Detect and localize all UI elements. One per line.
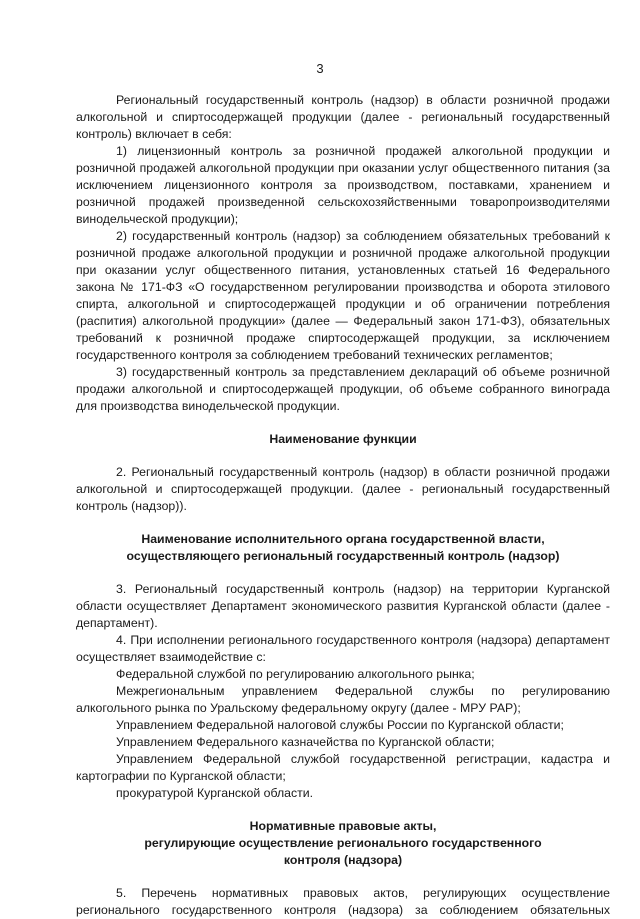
legal-acts-heading-line-2: регулирующие осуществление регионального государственного <box>144 836 542 850</box>
interaction-list-item: Федеральной службой по регулированию алкогольного рынка; <box>116 667 475 681</box>
intro-paragraph: Региональный государственный контроль (надзор) в области розничной продажи алкогольной и спиртосодержащей продукции (далее - региональный государственный контроль) включает в себя: <box>76 93 610 141</box>
paragraph-2: 2. Региональный государственный контроль (надзор) в области розничной продажи алкогольной и спиртосодержащей продукции. (далее - региональный государственный контроль (надзор)). <box>76 465 610 513</box>
interaction-list-item: прокуратурой Курганской области. <box>116 786 314 800</box>
paragraph-5-line-2: регионального государственного контроля (надзора) за соблюдением обязательных <box>76 903 610 917</box>
interaction-list-item: Управлением Федерального казначейства по Курганской области; <box>116 735 495 749</box>
interaction-list-item: Межрегиональным управлением Федеральной службы по регулированию алкогольного рынка по Уральскому федеральному округу (далее - МРУ РАР); <box>76 684 610 715</box>
page-number: 3 <box>316 61 324 76</box>
paragraph-4: 4. При исполнении регионального государственного контроля (надзора) департамент осуществляет взаимодействие с: <box>76 633 610 664</box>
item-3-paragraph: 3) государственный контроль за представлением деклараций об объеме розничной продажи алкогольной и спиртосодержащей продукции, об объеме собранного винограда для производства винодельческой продукции. <box>76 365 610 413</box>
interaction-list-item: Управлением Федеральной налоговой службы России по Курганской области; <box>116 718 564 732</box>
item-2-paragraph: 2) государственный контроль (надзор) за соблюдением обязательных требований к розничной продаже алкогольной продукции и розничной продаже алкогольной продукции при оказании услуг общественного питания, установленных статьей 16 Федерального закона № 171-ФЗ «О государственном регулировании производства и оборота этилового спирта, алкогольной и спиртосодержащей продукции и об ограничении потребления (распития) алкогольной продукции» (далее — Федеральный закон 171-ФЗ), обязательных требований к розничной продаже спиртосодержащей продукции, за исключением государственного контроля за соблюдением требований технических регламентов; <box>76 229 610 362</box>
paragraph-3: 3. Региональный государственный контроль (надзор) на территории Курганской области осуществляет Департамент экономического развития Курганской области (далее - департамент). <box>76 582 610 630</box>
document-body <box>76 58 610 919</box>
item-1-paragraph: 1) лицензионный контроль за розничной продажей алкогольной продукции и розничной продажей алкогольной продукции при оказании услуг общественного питания (за исключением лицензионного контроля за производством, поставками, хранением и розничной продажей произведенной сельскохозяйственными товаропроизводителями винодельческой продукции); <box>76 144 610 226</box>
authority-heading-line-1: Наименование исполнительного органа государственной власти, <box>141 532 545 546</box>
legal-acts-heading-line-3: контроля (надзора) <box>283 853 403 867</box>
authority-heading-line-2: осуществляющего региональный государственный контроль (надзор) <box>126 549 560 563</box>
legal-acts-heading-line-1: Нормативные правовые акты, <box>249 819 437 833</box>
function-heading: Наименование функции <box>269 432 417 446</box>
interaction-list-item: Управлением Федеральной службой государственной регистрации, кадастра и картографии по Курганской области; <box>76 752 610 783</box>
paragraph-5-line-1: 5. Перечень нормативных правовых актов, регулирующих осуществление <box>116 886 610 900</box>
